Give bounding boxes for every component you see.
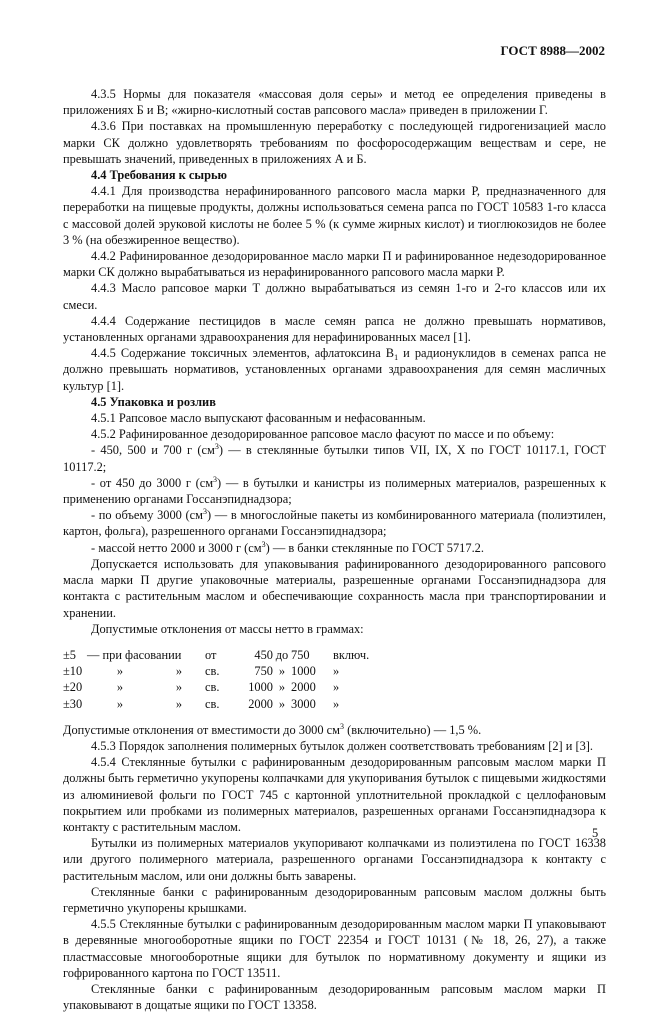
table-cell: » [278,680,286,695]
spacer [63,637,606,647]
paragraph-4-5-2: 4.5.2 Рафинированное дезодорированное рапсовое масло фасуют по массе и по объему: [91,427,555,442]
bullet-multilayer-packs [63,507,606,539]
paragraph-4-4-1: 4.4.1 Для производства нерафинированного рапсового масла марки Р, предназначенного для переработки на пищевые продукты, должны использоваться семена рапса по ГОСТ 10583 1-го класса с массовой долей эруковой кислоты не более 5 % (к сумме жирных кислот) и тиоглюкозидов не более 3 % (на обезжиренное вещество). [63,184,606,247]
table-row [63,663,369,679]
text-run: - от 450 до 3000 г (см [91,475,214,490]
text-run: ) — в многослойные пакеты из комбинированного материала (полиэтилен, картон, фольга), разрешенного органами Госсанэпиднадзора; [63,508,606,539]
paragraph-jar-lids: Стеклянные банки с рафинированным дезодорированным рапсовым маслом должны быть герметично укупорены крышками. [63,884,606,915]
table-cell: » [116,696,124,711]
table-cell: св. [205,664,220,679]
superscript: 3 [214,442,219,452]
text-run: (включительно) — 1,5 %. [344,722,482,737]
bullet-glass-jars [63,540,606,556]
superscript: 3 [340,721,344,731]
table-cell: » [175,696,183,711]
text-run: 4.4.5 Содержание токсичных элементов, афлатоксина B [91,346,395,361]
text-run: ) — в банки стеклянные по ГОСТ 5717.2. [265,540,484,555]
section-heading-4-4: 4.4 Требования к сырью [91,168,227,183]
table-cell: 2000 [248,696,273,711]
text-run: ) — в бутылки и канистры из полимерных материалов, разрешенных к применению органами Госсанэпиднадзора; [63,475,607,507]
subscript: 1 [394,353,399,363]
bullet-polymer-bottles [63,475,606,507]
paragraph-4-5-1: 4.5.1 Рапсовое масло выпускают фасованным и нефасованным. [91,411,426,426]
paragraph-volume-deviation [63,722,606,738]
page-number: 5 [592,826,599,840]
paragraph-4-5-3: 4.5.3 Порядок заполнения полимерных бутылок должен соответствовать требованиям [2] и [3]. [91,738,594,753]
table-row [63,647,369,663]
superscript: 3 [213,474,218,484]
table-cell: » [116,680,124,695]
text-run: - по объему 3000 (см [91,508,204,523]
table-cell: » [278,664,286,679]
text-run: - массой нетто 2000 и 3000 г (см [91,540,262,555]
table-cell: 450 [254,647,273,662]
spacer [63,712,606,722]
paragraph-polymer-caps: Бутылки из полимерных материалов укупоривают колпачками из полиэтилена по ГОСТ 16338 или другого полимерного материала, разрешенного органами Госсанэпиднадзора к контакту с растительным маслом, или они должны быть заварены. [63,836,606,883]
table-cell: 750 [254,664,273,679]
paragraph-4-3-6: 4.3.6 При поставках на промышленную переработку с последующей гидрогенизацией масло марки СК должно удовлетворять требованиям по фосфоросодержащим веществам и сере, не превышать значений, приведенных в приложениях А и Б. [63,119,606,166]
table-cell: ±30 [63,696,83,711]
paragraph-deviation-intro: Допустимые отклонения от массы нетто в граммах: [91,621,364,636]
bullet-glass-bottles [63,442,606,474]
table-cell: включ. [333,647,370,662]
table-cell: 2000 [291,680,316,695]
table-row [63,679,369,695]
table-cell: » [333,664,340,679]
text-run: Допустимые отклонения от вместимости до 3000 см [63,722,340,737]
paragraph-4-4-3: 4.4.3 Масло рапсовое марки Т должно вырабатываться из семян 1-го и 2-го классов или их смеси. [63,281,606,312]
superscript: 3 [261,539,266,549]
table-cell: — при фасовании [87,647,182,662]
paragraph-4-3-5: 4.3.5 Нормы для показателя «массовая доля серы» и метод ее определения приведены в приложениях Б и В; «жирно-кислотный состав рапсового масла» приведен в приложении Г. [63,87,606,118]
document-header: ГОСТ 8988—2002 [500,43,605,58]
superscript: 3 [203,507,208,517]
paragraph-4-4-4: 4.4.4 Содержание пестицидов в масле семян рапса не должно превышать нормативов, установленных органами здравоохранения для нерафинированных масел [1]. [63,313,606,345]
table-cell: » [175,680,183,695]
document-body [63,86,606,1013]
tolerance-table [63,647,369,712]
table-cell: св. [205,680,220,695]
table-cell: 1000 [291,664,316,679]
table-cell: » [333,696,340,711]
text-run: ) — в стеклянные бутылки типов VII, IX, X по ГОСТ 10117.1, ГОСТ 10117.2; [63,443,607,474]
paragraph-allowed-materials: Допускается использовать для упаковывания рафинированного дезодорированного рапсового масла марки П другие упаковочные материалы, разрешенные органами Госсанэпиднадзора для контакта с растительным маслом и обеспечивающие сохранность масла при транспортировании и хранении. [63,556,606,620]
table-cell: от [205,647,217,662]
table-cell: ±20 [63,680,83,695]
paragraph-4-5-4: 4.5.4 Стеклянные бутылки с рафинированным дезодорированным рапсовым маслом марки П должны быть герметично укупорены колпачками для укупоривания бутылок с пищевыми жидкостями из алюминиевой фольги по ГОСТ 745 с картонной уплотнительной прокладкой с целлофановым покрытием или пробками из полимерных материалов, разрешенных органами Госсанэпиднадзора к контакту с растительным маслом. [63,755,606,834]
table-cell: 750 [291,647,310,662]
section-heading-4-5: 4.5 Упаковка и розлив [91,394,216,409]
table-cell: 1000 [248,680,273,695]
table-cell: » [116,664,124,679]
table-cell: ±5 [63,647,76,662]
text-run: - 450, 500 и 700 г (см [91,443,215,458]
table-cell: до [275,647,289,662]
table-cell: ±10 [63,664,83,679]
table-cell: » [333,680,340,695]
text-run: и радионуклидов в семенах рапса не должно превышать нормативов, установленных органами здравоохранения для семян масличных культур [1]. [63,346,606,393]
table-cell: св. [205,696,220,711]
table-cell: 3000 [291,696,316,711]
table-cell: » [278,696,286,711]
table-cell: » [175,664,183,679]
table-row [63,696,369,712]
paragraph-4-4-5 [63,345,606,394]
paragraph-4-4-2: 4.4.2 Рафинированное дезодорированное масло марки П и рафинированное недезодорированное марки СК должно вырабатываться из нерафинированного рапсового масла марки Р. [63,249,606,280]
paragraph-jar-crates: Стеклянные банки с рафинированным дезодорированным рапсовым маслом марки П упаковывают в дощатые ящики по ГОСТ 13358. [63,981,606,1013]
paragraph-4-5-5: 4.5.5 Стеклянные бутылки с рафинированным дезодорированным маслом марки П упаковывают в деревянные многооборотные ящики по ГОСТ 22354 и ГОСТ 10131 (№ 18, 26, 27), а также пластмассовые многооборотные ящики для бутылок по нормативному документу и ящики из гофрированного картона по ГОСТ 13511. [63,917,606,980]
